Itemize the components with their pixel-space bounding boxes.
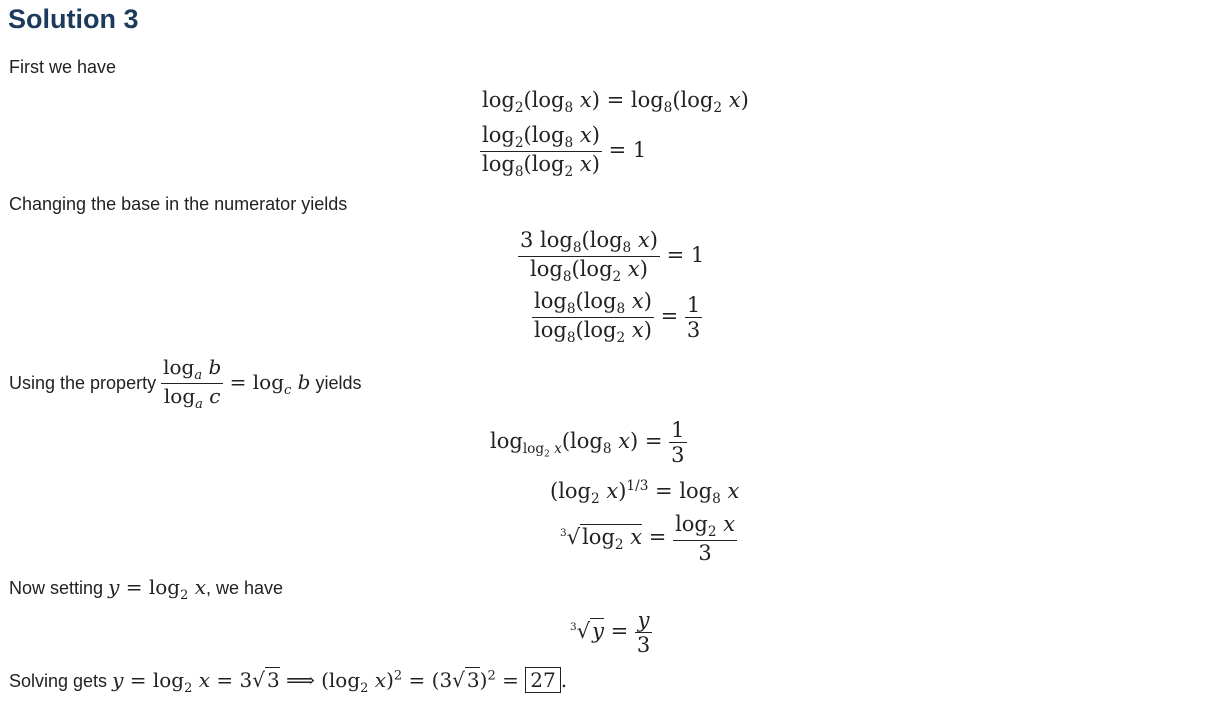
text-changing-base: Changing the base in the numerator yields [9, 194, 348, 214]
final-answer-box: 27 [525, 667, 560, 693]
text-now-setting: Now setting $y = \log_2 x$, we have [9, 575, 284, 603]
text-first-we-have: First we have [9, 57, 117, 77]
equation-5: $\log_{log_2 x}(\log_8$ x) = $\frac{1}{3}$ [490, 418, 685, 467]
text-solving: Solving gets $y = \log_2 x = 3√$ 3 ⟹ ($\log_2$ x)$^2$ = (3√ 3)$^2$ = 27 . [9, 668, 568, 696]
equation-4: $\frac{\log_8(\log_8 x)}{\log_8(\log_2 x)}$ = $\frac{1}{3}$ [534, 289, 701, 347]
text-using-property: Using the property $\frac{\log_a b}{\log_a c}$ = $\log_c b$ yields [9, 355, 362, 412]
equation-8: $^3$√y = $\frac{y}{3}$ [570, 608, 651, 657]
equation-6: ($\log_2$ $x)^{1/3} = \log_8 x$ [550, 478, 740, 508]
equation-3: $\frac{3 \log_8(\log_8 x)}{\log_8(\log_2 x)}$ = 1 [520, 228, 705, 286]
solution-heading: Solution 3 [8, 4, 139, 34]
equation-2: $\frac{\log_2(\log_8 x)}{\log_8(\log_2 x)}$ = 1 [482, 123, 647, 181]
equation-1: $\log_2(\log_8$ $x) = \log_8(\log_2$ x) [482, 88, 749, 117]
equation-7: $^3√\log_2$ x = $\frac{\log_2 x}{3}$ [560, 512, 736, 566]
